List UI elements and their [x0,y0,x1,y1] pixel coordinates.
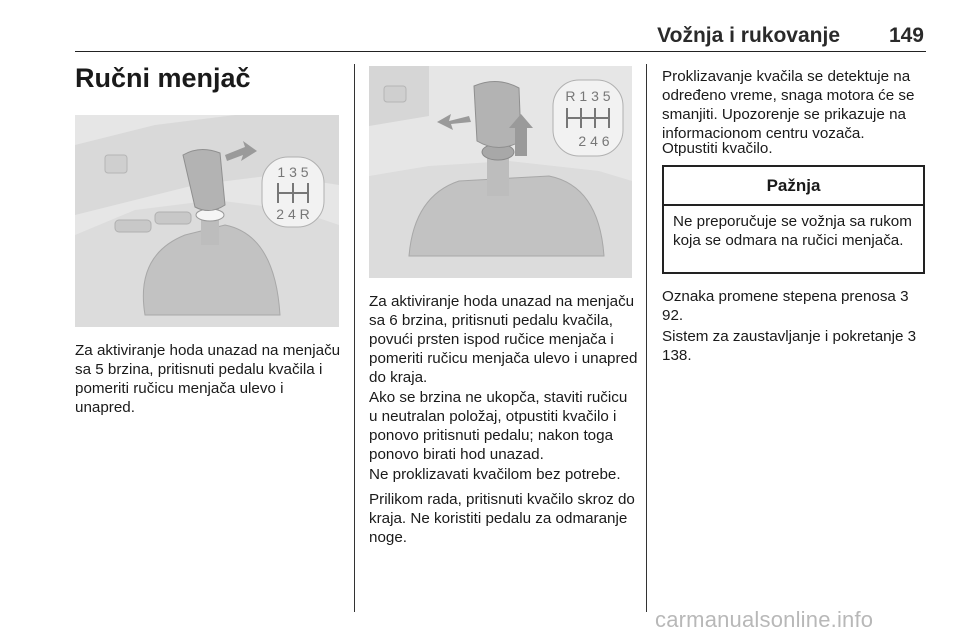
paragraph-6-speed-reverse: Za aktiviranje hoda unazad na menjaču sa 6 brzina, pritisnuti pedalu kvačila, povući prsten ispod ručice menjača i pomeriti ručicu menjača ulevo i unapred do kraja. [369,293,638,386]
page-number: 149 [888,24,924,47]
header-rule [75,51,926,52]
paragraph-release-clutch: Otpustiti kvačilo. [662,140,773,157]
paragraph-no-clutch-slip: Ne proklizavati kvačilom bez potrebe. [369,466,621,483]
gear-pattern-top: R 1 3 5 [565,88,611,104]
gear-pattern-bottom: 2 4 R [276,206,310,222]
reference-gear-shift-indicator[interactable]: Oznaka promene stepena prenosa 3 92. [662,288,909,324]
gear-pattern-bottom: 2 4 6 [578,133,610,149]
paragraph-clutch-fully: Prilikom rada, pritisnuti kvačilo skroz do kraja. Ne koristiti pedalu za odmaranje noge. [369,491,635,546]
reference-stop-start-system[interactable]: Sistem za zaustavljanje i pokretanje 3 138. [662,328,917,364]
page-header-title: Vožnja i rukovanje [657,24,840,47]
column-divider [646,64,647,612]
paragraph-gear-not-engaged: Ako se brzina ne ukopča, staviti ručicu u neutralan položaj, otpustiti kvačilo i ponovo pritisnuti pedalu; nakon toga ponovo birati hod unazad. [369,389,628,463]
gearshift-6-speed-illustration [369,66,632,278]
caution-notice-box [662,165,925,274]
notice-text: Ne preporučuje se vožnja sa rukom koja se odmara na ručici menjača. [673,213,912,249]
column-divider [354,64,355,612]
paragraph-clutch-slip-detected: Proklizavanje kvačila se detektuje na određeno vreme, snaga motora će se smanjiti. Upozorenje se prikazuje na informacionom centru vozača. [662,68,915,142]
section-title: Ručni menjač [75,63,251,93]
notice-title: Pažnja [664,167,923,206]
watermark: carmanualsonline.info [655,607,874,632]
paragraph-5-speed-reverse: Za aktiviranje hoda unazad na menjaču sa 5 brzina, pritisnuti pedalu kvačila i pomeriti ručicu menjača ulevo i unapred. [75,342,341,416]
gear-pattern-top: 1 3 5 [277,164,309,180]
gearshift-5-speed-illustration [75,115,339,327]
